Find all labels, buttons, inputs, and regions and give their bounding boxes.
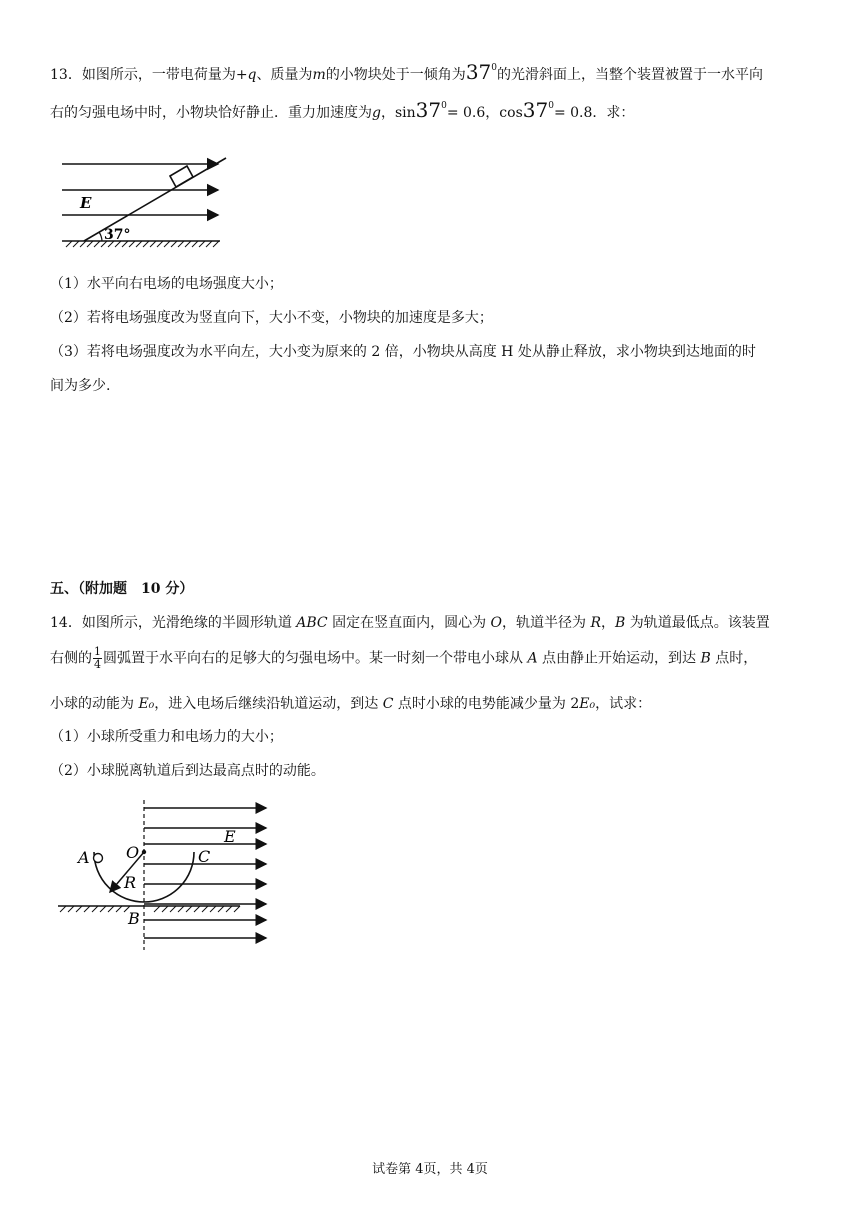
fraction xyxy=(93,646,102,671)
label-b: B xyxy=(128,909,140,928)
center-label: O xyxy=(490,615,503,631)
q13-part-3: （3）若将电场强度改为水平向左，大小变为原来的 2 倍，小物块从高度 H 处从静止释放，求小物块到达地面的时 xyxy=(50,344,756,360)
q13-text: 的小物块处于一倾角为 xyxy=(325,67,466,83)
q14-line-2 xyxy=(50,646,757,671)
q13-text: 的光滑斜面上，当整个装置被置于一水平向 xyxy=(497,67,763,83)
q14-line-3 xyxy=(50,693,651,713)
angle-value: 37 xyxy=(415,98,442,122)
fraction-denominator: 4 xyxy=(94,658,101,671)
q14-text: 点由静止开始运动，到达 xyxy=(537,650,701,667)
fraction-numerator: 1 xyxy=(94,645,101,658)
point-c-label: C xyxy=(382,696,394,712)
q14-text: 圆弧置于水平向右的足够大的匀强电场中。某一时刻一个带电小球从 xyxy=(103,650,528,667)
q14-text: ，进入电场后继续沿轨道运动，到达 xyxy=(154,696,383,712)
q13-text: 、质量为 xyxy=(256,67,313,83)
q14-text: ， xyxy=(601,615,616,631)
q13-text: 右的匀强电场中时，小物块恰好静止．重力加速度为 xyxy=(50,105,372,121)
q14-text: 固定在竖直面内，圆心为 xyxy=(327,615,491,631)
section-title: 五、（附加题 10 分） xyxy=(50,581,194,597)
label-c: C xyxy=(198,847,211,866)
gravity-symbol: g xyxy=(372,105,381,121)
q13-part-1: （1）水平向右电场的电场强度大小； xyxy=(50,276,283,292)
track-label: ABC xyxy=(296,615,328,631)
q14-part-1: （1）小球所受重力和电场力的大小； xyxy=(50,729,283,745)
q14-text: 右侧的 xyxy=(50,650,92,667)
q14-text: 为轨道最低点。该装置 xyxy=(625,615,770,631)
angle-arc xyxy=(99,232,102,241)
degree-mark: 0 xyxy=(491,63,497,73)
point-b-label: B xyxy=(700,650,711,667)
energy-symbol: E₀ xyxy=(579,696,596,712)
q13-text: ．求： xyxy=(592,105,635,121)
degree-mark: 0 xyxy=(441,101,447,111)
mass-symbol: m xyxy=(312,67,326,83)
degree-mark: 0 xyxy=(548,101,554,111)
q14-text: 点时， xyxy=(710,650,758,667)
q13-text: ， xyxy=(485,105,500,121)
track-figure xyxy=(54,796,274,952)
q13-text: ， xyxy=(380,105,395,121)
charge-symbol: +q xyxy=(235,67,257,83)
q14-text: ，试求： xyxy=(595,696,652,712)
point-a-label: A xyxy=(527,650,538,667)
q13-line-1 xyxy=(50,60,763,84)
q14-text: 点时小球的电势能减少量为 2 xyxy=(393,696,580,712)
q13-part-3-cont: 间为多少. xyxy=(50,378,111,394)
point-b-label: B xyxy=(615,615,626,631)
q14-text: 14．如图所示，光滑绝缘的半圆形轨道 xyxy=(50,615,297,631)
q13-text: 13．如图所示，一带电荷量为 xyxy=(50,67,236,83)
q14-line-1 xyxy=(50,612,770,632)
cos-value: = 0.8 xyxy=(553,105,593,121)
radius-label: R xyxy=(590,615,602,631)
sin-label: sin xyxy=(394,105,416,121)
q14-part-2: （2）小球脱离轨道后到达最高点时的动能。 xyxy=(50,763,325,779)
block xyxy=(170,166,193,187)
label-o: O xyxy=(126,843,140,862)
q14-text: 小球的动能为 xyxy=(50,696,139,712)
label-a: A xyxy=(78,848,90,867)
sin-value: = 0.6 xyxy=(446,105,486,121)
cos-label: cos xyxy=(499,105,523,121)
angle-value: 37 xyxy=(465,60,492,84)
label-r: R xyxy=(124,873,137,892)
q13-part-2: （2）若将电场强度改为竖直向下，大小不变，小物块的加速度是多大； xyxy=(50,310,493,326)
ground-hatch xyxy=(60,906,240,912)
ground-hatch xyxy=(66,241,219,247)
angle-value: 37 xyxy=(522,98,549,122)
incline-figure xyxy=(58,150,234,250)
energy-symbol: E₀ xyxy=(138,696,155,712)
q14-text: ，轨道半径为 xyxy=(502,615,591,631)
angle-label: 37° xyxy=(104,227,131,243)
field-label: E xyxy=(80,194,92,212)
page-footer: 试卷第 4页，共 4页 xyxy=(372,1162,488,1177)
q13-line-2 xyxy=(50,98,634,122)
label-e: E xyxy=(224,827,236,846)
ball xyxy=(94,854,103,863)
